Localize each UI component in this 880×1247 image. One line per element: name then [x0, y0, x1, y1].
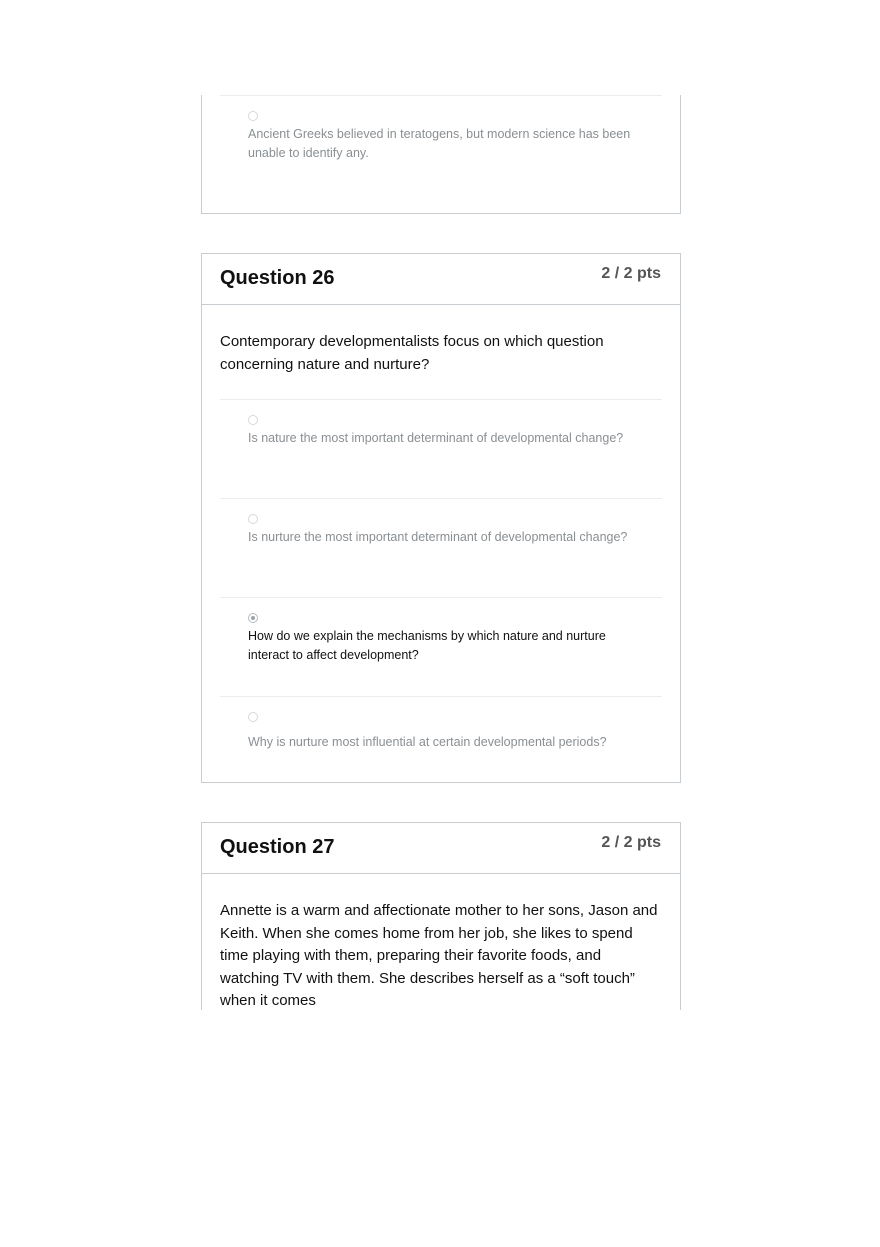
question-header — [202, 254, 680, 305]
answer-text: How do we explain the mechanisms by which nature and nurture interact to affect development? — [248, 629, 606, 662]
question-points: 2 / 2 pts — [601, 265, 661, 282]
question-card-previous — [201, 95, 681, 214]
question-title: Question 27 — [220, 836, 335, 858]
answer-text: Is nurture the most important determinant of developmental change? — [248, 530, 628, 544]
question-text: Annette is a warm and affectionate mother to her sons, Jason and Keith. When she comes home from her job, she likes to spend time playing with them, preparing their favorite foods, and watching TV with them. She describes herself as a “soft touch” when it comes — [220, 902, 658, 1009]
answer-text: Ancient Greeks believed in teratogens, but modern science has been unable to identify any. — [248, 127, 631, 160]
question-card-27 — [201, 822, 681, 1010]
radio-button[interactable] — [248, 111, 258, 121]
answer-option[interactable] — [220, 95, 662, 214]
radio-button-selected[interactable] — [248, 613, 258, 623]
radio-button[interactable] — [248, 415, 258, 425]
radio-button[interactable] — [248, 514, 258, 524]
answer-option[interactable] — [220, 399, 662, 498]
answer-option-selected[interactable] — [220, 597, 662, 696]
answer-option[interactable] — [220, 498, 662, 597]
question-points: 2 / 2 pts — [601, 834, 661, 851]
answer-option[interactable] — [220, 696, 662, 783]
question-text: Contemporary developmentalists focus on which question concerning nature and nurture? — [220, 333, 604, 373]
answer-text: Why is nurture most influential at certain developmental periods? — [248, 735, 607, 749]
answer-text: Is nature the most important determinant of developmental change? — [248, 431, 624, 445]
question-card-26 — [201, 253, 681, 783]
question-title: Question 26 — [220, 267, 335, 289]
radio-button[interactable] — [248, 712, 258, 722]
question-header — [202, 823, 680, 874]
